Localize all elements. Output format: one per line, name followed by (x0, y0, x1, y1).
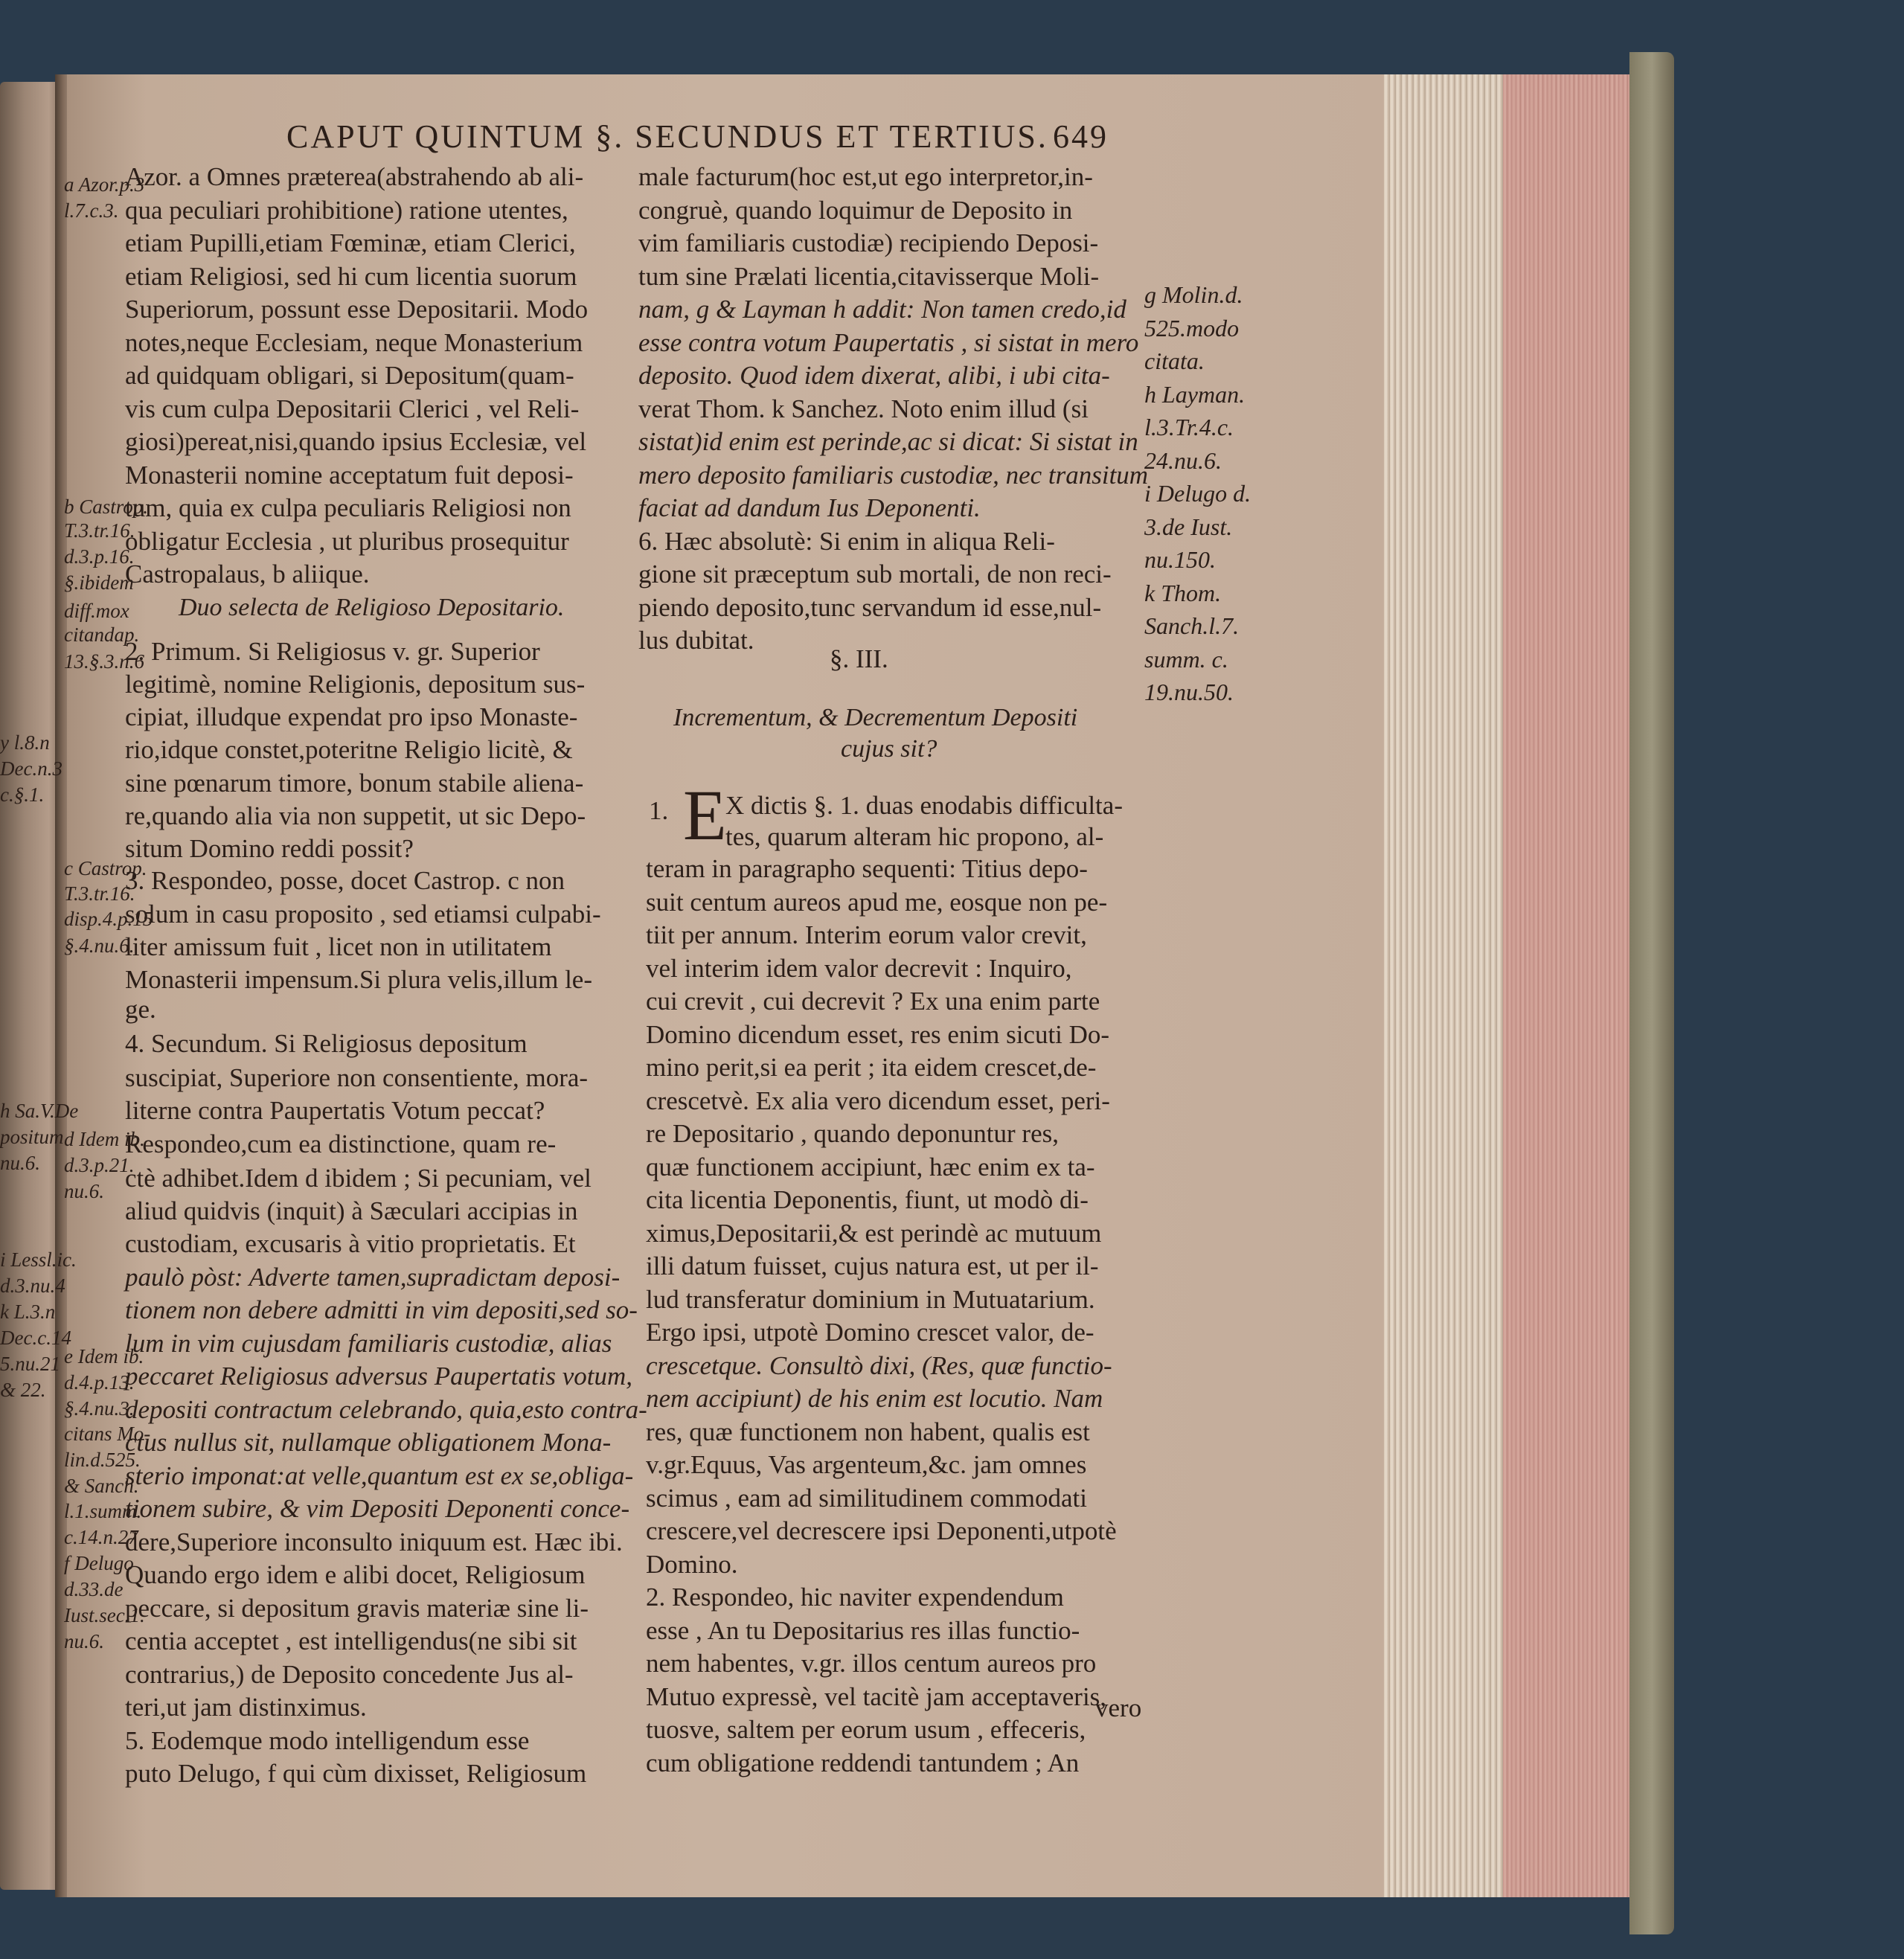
text-line: faciat ad dandum Ius Deponenti. (638, 493, 981, 522)
text-line: legitimè, nomine Religionis, depositum sus- (125, 670, 586, 699)
text-line: congruè, quando loquimur de Deposito in (638, 195, 1073, 225)
margin-note-fragment: h Sa.V.De (0, 1100, 79, 1122)
text-line: 2. Respondeo, hic naviter expendendum (646, 1583, 1064, 1612)
section-subtitle: cujus sit? (841, 735, 937, 763)
margin-note: nu.6. (64, 1180, 104, 1202)
margin-note: Iust.sec.1. (64, 1604, 145, 1626)
text-line: vis cum culpa Depositarii Clerici , vel Reli- (125, 394, 580, 423)
margin-note: nu.6. (64, 1630, 104, 1652)
text-line: mero deposito familiaris custodiæ, nec transitum (638, 460, 1149, 490)
text-line: vim familiaris custodiæ) recipiendo Deposi- (638, 228, 1099, 257)
margin-note: c.14.n.27 (64, 1526, 138, 1548)
text-line: lum in vim cujusdam familiaris custodiæ, alias (125, 1328, 612, 1358)
text-line: puto Delugo, f qui cùm dixisset, Religiosum (125, 1759, 587, 1788)
margin-note: 525.modo (1144, 314, 1240, 342)
text-line: crescere,vel decrescere ipsi Deponenti,utpotè (646, 1516, 1117, 1545)
text-line: lus dubitat. (638, 626, 754, 655)
text-line: teri,ut jam distinximus. (125, 1693, 367, 1722)
text-line: v.gr.Equus, Vas argenteum,&c. jam omnes (646, 1450, 1087, 1479)
text-line: giosi)pereat,nisi,quando ipsius Ecclesiæ, vel (125, 427, 587, 456)
book-cover (1629, 52, 1674, 1934)
text-line: tum sine Prælati licentia,citavisserque Moli- (638, 261, 1100, 291)
text-line: illi datum fuisset, cujus natura est, ut per il- (646, 1251, 1099, 1280)
text-line: etiam Pupilli,etiam Fœminæ, etiam Clerici, (125, 228, 576, 257)
text-line: piendo deposito,tunc servandum id esse,nul- (638, 592, 1102, 622)
text-line: Quando ergo idem e alibi docet, Religiosum (125, 1560, 586, 1589)
section-subtitle: Incrementum, & Decrementum Depositi (673, 704, 1078, 731)
red-edge-stain (1503, 74, 1629, 1897)
margin-note-fragment: positum (0, 1126, 64, 1148)
text-line: suscipiat, Superiore non consentiente, mora- (125, 1063, 589, 1092)
text-line: 2. Primum. Si Religiosus v. gr. Superior (125, 637, 540, 666)
margin-note-fragment: i Lessl.ic. (0, 1248, 77, 1271)
text-line: ad quidquam obligari, si Depositum(quam- (125, 361, 574, 390)
margin-note: i Delugo d. (1144, 480, 1251, 507)
margin-note-fragment: nu.6. (0, 1152, 40, 1174)
text-line: Superiorum, possunt esse Depositarii. Modo (125, 295, 589, 324)
text-line: contrarius,) de Deposito concedente Jus al- (125, 1659, 574, 1689)
margin-note: citandap. (64, 623, 140, 646)
text-line: tes, quarum alteram hic propono, al- (725, 822, 1104, 851)
text-line: X dictis §. 1. duas enodabis difficulta- (725, 791, 1123, 820)
text-line: quæ functionem accipiunt, hæc enim ex ta- (646, 1152, 1095, 1182)
text-line: tuosve, saltem per eorum usum , effeceris, (646, 1715, 1086, 1744)
text-line: tionem non debere admitti in vim depositi,sed so- (125, 1295, 638, 1324)
text-line: crescetvè. Ex alia vero dicendum esset, peri- (646, 1086, 1110, 1115)
drop-cap: E (683, 775, 727, 855)
margin-note: h Layman. (1144, 380, 1246, 408)
margin-note: §.4.nu.3. (64, 1397, 135, 1420)
margin-note: 19.nu.50. (1144, 679, 1234, 705)
text-line: sistat)id enim est perinde,ac si dicat: Si sistat in (638, 427, 1138, 456)
text-line: re,quando alia via non suppetit, ut sic Depo- (125, 801, 586, 830)
margin-note: 24.nu.6. (1144, 446, 1222, 474)
text-line: sterio imponat:at velle,quantum est ex se,obliga- (125, 1461, 634, 1490)
text-line: re Depositario , quando deponuntur res, (646, 1119, 1059, 1148)
margin-note: nu.150. (1144, 546, 1216, 573)
margin-note: d.4.p.13. (64, 1371, 135, 1394)
text-line: suit centum aureos apud me, eosque non pe- (646, 887, 1108, 917)
margin-note: g Molin.d. (1144, 281, 1243, 308)
catchword: vero (1095, 1693, 1142, 1722)
margin-note-fragment: 5.nu.21 (0, 1353, 60, 1375)
margin-note: lin.d.525. (64, 1449, 141, 1471)
margin-note: Sanch.l.7. (1144, 612, 1240, 639)
margin-note-fragment: y l.8.n (0, 731, 50, 754)
margin-note-fragment: & 22. (0, 1379, 46, 1401)
margin-note: e Idem ib. (64, 1345, 144, 1368)
margin-note-fragment: Dec.c.14 (0, 1327, 71, 1349)
margin-note: d.33.de (64, 1578, 124, 1600)
text-line: verat Thom. k Sanchez. Noto enim illud (si (638, 394, 1089, 423)
text-line: res, quæ functionem non habent, qualis est (646, 1417, 1090, 1446)
text-line: ctus nullus sit, nullamque obligationem Mona- (125, 1428, 612, 1457)
margin-note: d Idem ib. (64, 1128, 145, 1150)
text-line: Domino. (646, 1549, 738, 1579)
margin-note: §.4.nu.6. (64, 934, 135, 957)
text-line: centia acceptet , est intelligendus(ne sibi sit (125, 1626, 577, 1655)
text-line: peccaret Religiosus adversus Paupertatis votum, (125, 1362, 633, 1391)
text-line: Ergo ipsi, utpotè Domino crescet valor, de- (646, 1318, 1094, 1347)
text-line: Castropalaus, b aliique. (125, 560, 370, 589)
text-line: Monasterii nomine acceptatum fuit deposi- (125, 460, 574, 490)
margin-note: 3.de Iust. (1144, 513, 1233, 540)
margin-note: l.3.Tr.4.c. (1144, 414, 1234, 440)
text-line: nam, g & Layman h addit: Non tamen credo,id (638, 295, 1126, 324)
text-line: Mutuo expressè, vel tacitè jam acceptaveris, (646, 1681, 1107, 1711)
text-line: situm Domino reddi possit? (125, 834, 414, 863)
text-line: deposito. Quod idem dixerat, alibi, i ubi cita- (638, 361, 1110, 390)
section-subtitle: Duo selecta de Religioso Depositario. (179, 594, 565, 621)
text-line: custodiam, excusaris à vitio proprietatis. Et (125, 1229, 576, 1258)
text-line: cui crevit , cui decrevit ? Ex una enim parte (646, 987, 1100, 1016)
text-line: solum in casu proposito , sed etiamsi culpabi- (125, 900, 601, 929)
margin-note: summ. c. (1144, 645, 1228, 673)
margin-note: f Delugo (64, 1552, 134, 1574)
text-line: esse contra votum Paupertatis , si sistat in mero (638, 327, 1139, 357)
margin-note: c Castrop. (64, 857, 147, 879)
margin-note: b Castrop. (64, 496, 149, 518)
text-line: lud transferatur dominium in Mutuatarium. (646, 1284, 1095, 1314)
margin-note: k Thom. (1144, 579, 1222, 606)
text-line: nem habentes, v.gr. illos centum aureos pro (646, 1649, 1097, 1678)
text-line: mino perit,si ea perit ; ita eidem crescet,de- (646, 1053, 1097, 1082)
text-line: paulò pòst: Adverte tamen,supradictam deposi- (125, 1262, 621, 1292)
text-line: cita licentia Deponentis, fiunt, ut modò di- (646, 1185, 1089, 1214)
margin-note: & Sanch. (64, 1475, 139, 1497)
margin-note: d.3.p.21. (64, 1154, 135, 1176)
text-line: Respondeo,cum ea distinctione, quam re- (125, 1129, 557, 1158)
previous-page-edge (0, 82, 61, 1890)
margin-note: a Azor.p.3 (64, 173, 145, 196)
text-line: ge. (125, 995, 156, 1024)
margin-note-fragment: d.3.nu.4 (0, 1275, 65, 1297)
margin-note: citata. (1144, 347, 1205, 374)
margin-note-fragment: c.§.1. (0, 783, 45, 806)
text-line: ctè adhibet.Idem d ibidem ; Si pecuniam, vel (125, 1164, 592, 1193)
text-line: 4. Secundum. Si Religiosus depositum (125, 1029, 528, 1058)
margin-note: d.3.p.16. (64, 545, 135, 568)
margin-note: T.3.tr.16. (64, 882, 135, 905)
text-line: teram in paragrapho sequenti: Titius depo- (646, 854, 1088, 883)
text-line: liter amissum fuit , licet non in utilitatem (125, 932, 552, 961)
text-line: aliud quidvis (inquit) à Sæculari accipias in (125, 1196, 578, 1225)
text-line: etiam Religiosi, sed hi cum licentia suorum (125, 261, 577, 291)
margin-note: l.1.summ. (64, 1500, 142, 1522)
text-line: tum, quia ex culpa peculiaris Religiosi non (125, 493, 571, 522)
text-line: tionem subire, & vim Depositi Deponenti conce- (125, 1494, 630, 1523)
text-line: dere,Superiore inconsulto iniquum est. Hæc ibi. (125, 1527, 623, 1556)
text-line: 3. Respondeo, posse, docet Castrop. c non (125, 866, 565, 895)
margin-note: disp.4.p.15 (64, 908, 153, 930)
text-line: peccare, si depositum gravis materiæ sine li- (125, 1593, 589, 1623)
text-line: esse , An tu Depositarius res illas functio- (646, 1615, 1080, 1645)
margin-note: diff.mox (64, 600, 129, 622)
margin-note: citans Mo- (64, 1423, 151, 1445)
text-line: crescetque. Consultò dixi, (Res, quæ functio- (646, 1350, 1112, 1380)
text-line: Domino dicendum esset, res enim sicuti Do- (646, 1019, 1110, 1049)
text-line: Azor. a Omnes præterea(abstrahendo ab ali- (125, 162, 584, 191)
text-line: qua peculiari prohibitione) ratione utentes, (125, 195, 568, 225)
text-line: cipiat, illudque expendat pro ipso Monaste- (125, 702, 578, 731)
text-line: notes,neque Ecclesiam, neque Monasterium (125, 327, 583, 357)
running-head: CAPUT QUINTUM §. SECUNDUS ET TERTIUS. (286, 118, 1048, 155)
text-line: Monasterii impensum.Si plura velis,illum le- (125, 965, 592, 994)
page-number: 649 (1053, 118, 1109, 155)
text-line: gione sit præceptum sub mortali, de non reci- (638, 560, 1112, 589)
text-line: tiit per annum. Interim eorum valor crevit, (646, 920, 1087, 949)
margin-note-fragment: k L.3.n (0, 1301, 56, 1323)
text-line: sine pœnarum timore, bonum stabile aliena- (125, 769, 584, 798)
text-line: vel interim idem valor decrevit : Inquiro, (646, 953, 1072, 983)
text-line: nem accipiunt) de his enim est locutio. Nam (646, 1384, 1103, 1413)
text-line: obligatur Ecclesia , ut pluribus prosequitur (125, 526, 569, 556)
text-line: male facturum(hoc est,ut ego interpretor,in- (638, 162, 1093, 191)
paragraph-number: 1. (649, 796, 669, 825)
text-line: rio,idque constet,poteritne Religio licitè, & (125, 735, 573, 764)
text-line: cum obligatione reddendi tantundem ; An (646, 1748, 1080, 1777)
margin-note: §.ibidem (64, 571, 134, 594)
text-line: ximus,Depositarii,& est perindè ac mutuum (646, 1218, 1102, 1248)
margin-note: T.3.tr.16. (64, 519, 135, 542)
text-line: depositi contractum celebrando, quia,esto contra- (125, 1394, 647, 1424)
margin-note: l.7.c.3. (64, 199, 119, 222)
text-line: 5. Eodemque modo intelligendum esse (125, 1725, 530, 1755)
margin-note-fragment: Dec.n.3 (0, 757, 62, 780)
text-line: scimus , eam ad similitudinem commodati (646, 1483, 1087, 1513)
text-line: literne contra Paupertatis Votum peccat? (125, 1096, 545, 1125)
section-number: §. III. (830, 644, 888, 673)
margin-note: 13.§.3.n.6 (64, 650, 144, 673)
text-line: 6. Hæc absolutè: Si enim in aliqua Reli- (638, 526, 1055, 556)
